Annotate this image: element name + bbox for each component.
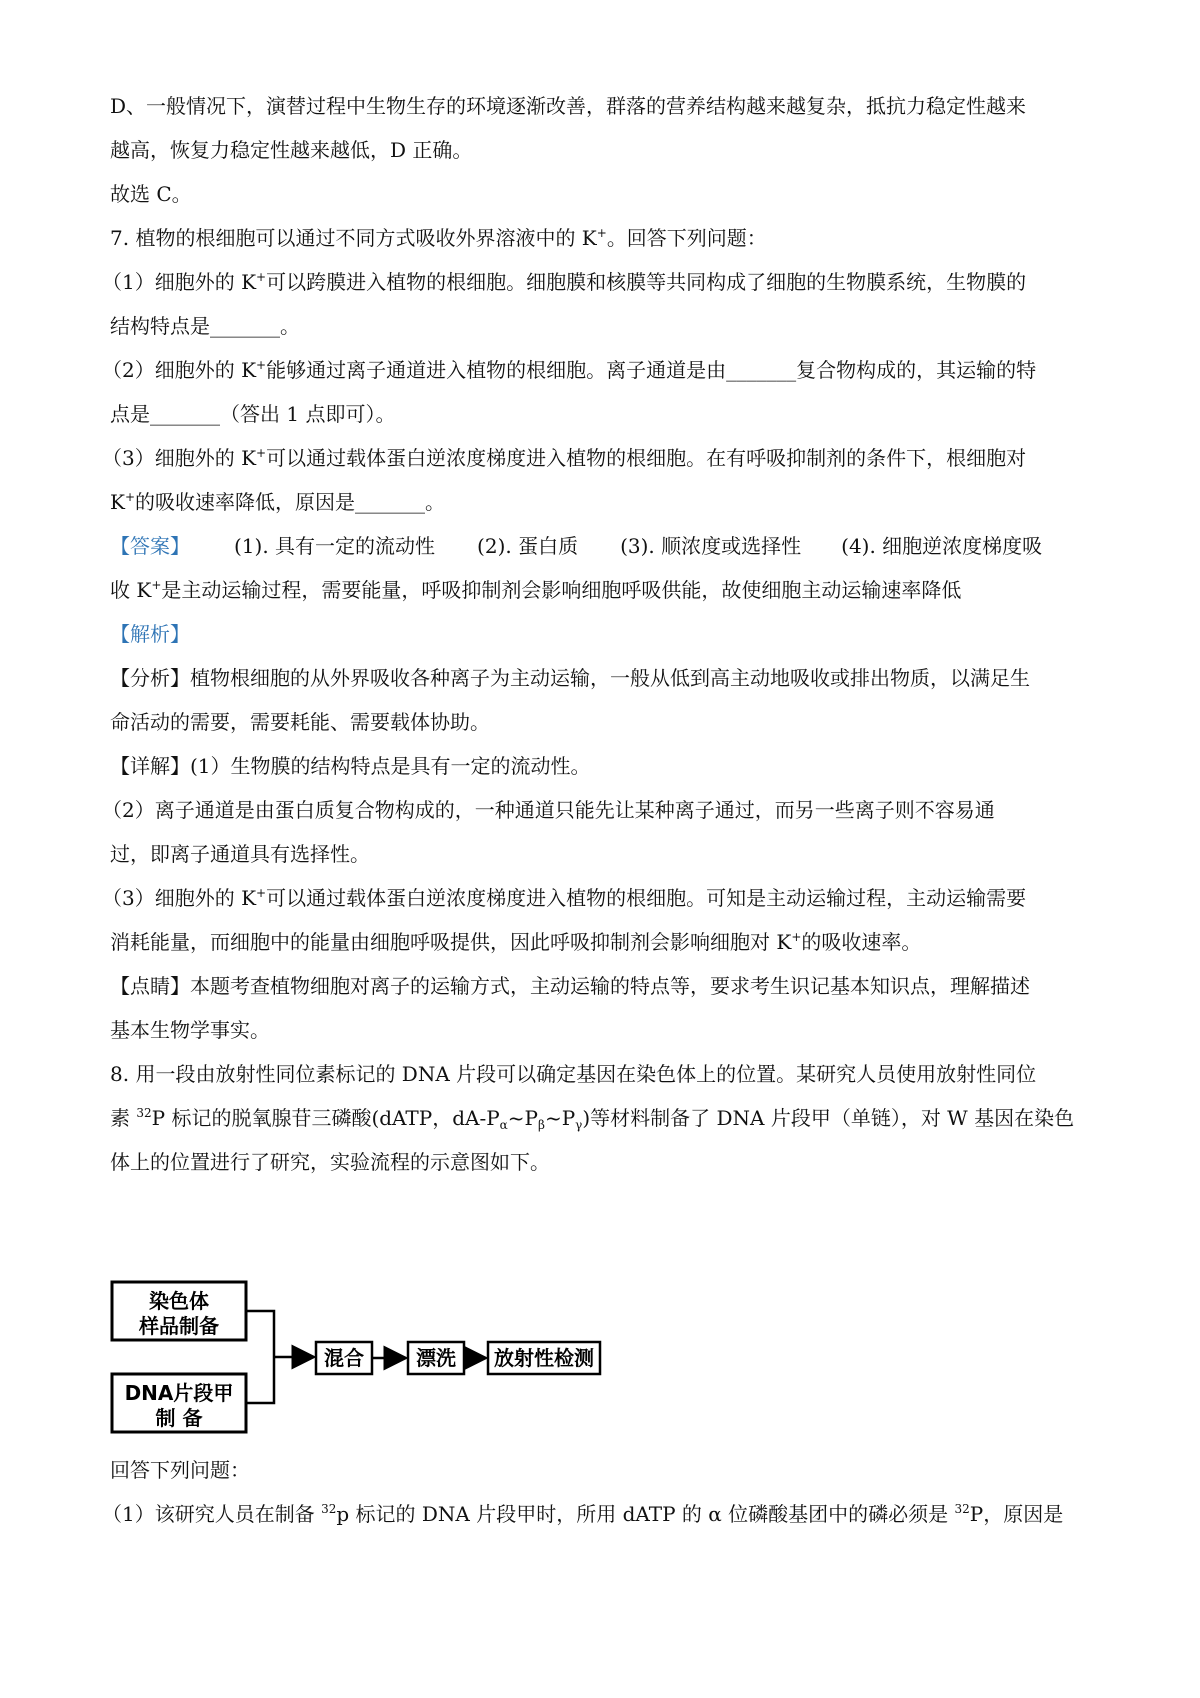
question-8-line-2: 素 $^{32}$P 标记的脱氧腺苷三磷酸(dATP，$dA-P_\alpha\sim P_\beta\sim P_\gamma$)等材料制备了 DNA 片段甲（单链），对 W 基因在染色 (110, 1106, 1075, 1132)
mix-label: 混合 (324, 1346, 364, 1370)
chromosome-prep-line2: 样品制备 (139, 1314, 219, 1338)
questions-intro: 回答下列问题： (110, 1458, 250, 1482)
chromosome-prep-box (112, 1282, 246, 1340)
analysis-tag: 【解析】 (110, 622, 190, 646)
question-7-part3-cont: K+的吸收速率降低，原因是_______。 (110, 490, 446, 514)
dna-fragment-prep-box (112, 1374, 246, 1432)
comment-line: 【点睛】本题考查植物细胞对离子的运输方式，主动运输的特点等，要求考生识记基本知识点，理解描述 (110, 974, 1030, 998)
question-7-part2: （2）细胞外的 K+能够通过离子通道进入植物的根细胞。离子通道是由_______复合物构成的，其运输的特 (102, 358, 1037, 382)
rinse-box (408, 1342, 464, 1374)
rinse-label: 漂洗 (416, 1346, 456, 1370)
text-line: 故选 C。 (110, 182, 192, 206)
answer-tag: 【答案】 (110, 534, 190, 558)
merge-bracket (246, 1311, 274, 1403)
detail-line-2: （2）离子通道是由蛋白质复合物构成的，一种通道只能先让某种离子通过，而另一些离子则不容易通 (102, 798, 995, 822)
detect-label: 放射性检测 (494, 1346, 594, 1370)
text-line: 越高，恢复力稳定性越来越低，D 正确。 (110, 138, 473, 162)
detail-line-3-cont: 消耗能量，而细胞中的能量由细胞呼吸提供，因此呼吸抑制剂会影响细胞对 K+的吸收速率。 (110, 930, 922, 954)
analysis-line-cont: 命活动的需要，需要耗能、需要载体协助。 (110, 710, 490, 734)
detail-line-2-cont: 过，即离子通道具有选择性。 (110, 842, 370, 866)
answer-line-cont: 收 K+是主动运输过程，需要能量，呼吸抑制剂会影响细胞呼吸供能，故使细胞主动运输速率降低 (110, 578, 962, 602)
dna-fragment-prep-line1: DNA片段甲 (124, 1381, 234, 1405)
answer-line: 【答案】 (1). 具有一定的流动性 (2). 蛋白质 (3). 顺浓度或选择性 (4). 细胞逆浓度梯度吸 (110, 534, 1043, 558)
text-line: D、一般情况下，演替过程中生物生存的环境逐渐改善，群落的营养结构越来越复杂，抵抗力稳定性越来 (110, 94, 1027, 118)
comment-line-cont: 基本生物学事实。 (110, 1018, 270, 1042)
question-7-part1: （1）细胞外的 K+可以跨膜进入植物的根细胞。细胞膜和核膜等共同构成了细胞的生物膜系统，生物膜的 (102, 270, 1027, 294)
dna-fragment-prep-line2: 制 备 (155, 1406, 203, 1430)
flow-diagram (108, 1278, 608, 1438)
detail-line-1: 【详解】(1）生物膜的结构特点是具有一定的流动性。 (110, 754, 591, 778)
question-8-line-3: 体上的位置进行了研究，实验流程的示意图如下。 (110, 1150, 550, 1174)
detail-line-3: （3）细胞外的 K+可以通过载体蛋白逆浓度梯度进入植物的根细胞。可知是主动运输过程，主动运输需要 (102, 886, 1027, 910)
mix-box (316, 1342, 372, 1374)
question-7-part2-cont: 点是_______（答出 1 点即可）。 (110, 402, 396, 426)
question-8-title: 8. 用一段由放射性同位素标记的 DNA 片段可以确定基因在染色体上的位置。某研究人员使用放射性同位 (110, 1062, 1037, 1086)
question-7-part3: （3）细胞外的 K+可以通过载体蛋白逆浓度梯度进入植物的根细胞。在有呼吸抑制剂的条件下，根细胞对 (102, 446, 1027, 470)
chromosome-prep-line1: 染色体 (149, 1289, 209, 1313)
analysis-line: 【分析】植物根细胞的从外界吸收各种离子为主动运输，一般从低到高主动地吸收或排出物质，以满足生 (110, 666, 1030, 690)
question-7-title: 7. 植物的根细胞可以通过不同方式吸收外界溶液中的 K+。回答下列问题： (110, 226, 767, 250)
detect-box (488, 1342, 600, 1374)
question-8-part1: （1）该研究人员在制备 $^{32}$p 标记的 DNA 片段甲时，所用 dATP 的 α 位磷酸基团中的磷必须是 $^{32}$P，原因是 (102, 1502, 1064, 1526)
question-7-part1-cont: 结构特点是_______。 (110, 314, 300, 338)
